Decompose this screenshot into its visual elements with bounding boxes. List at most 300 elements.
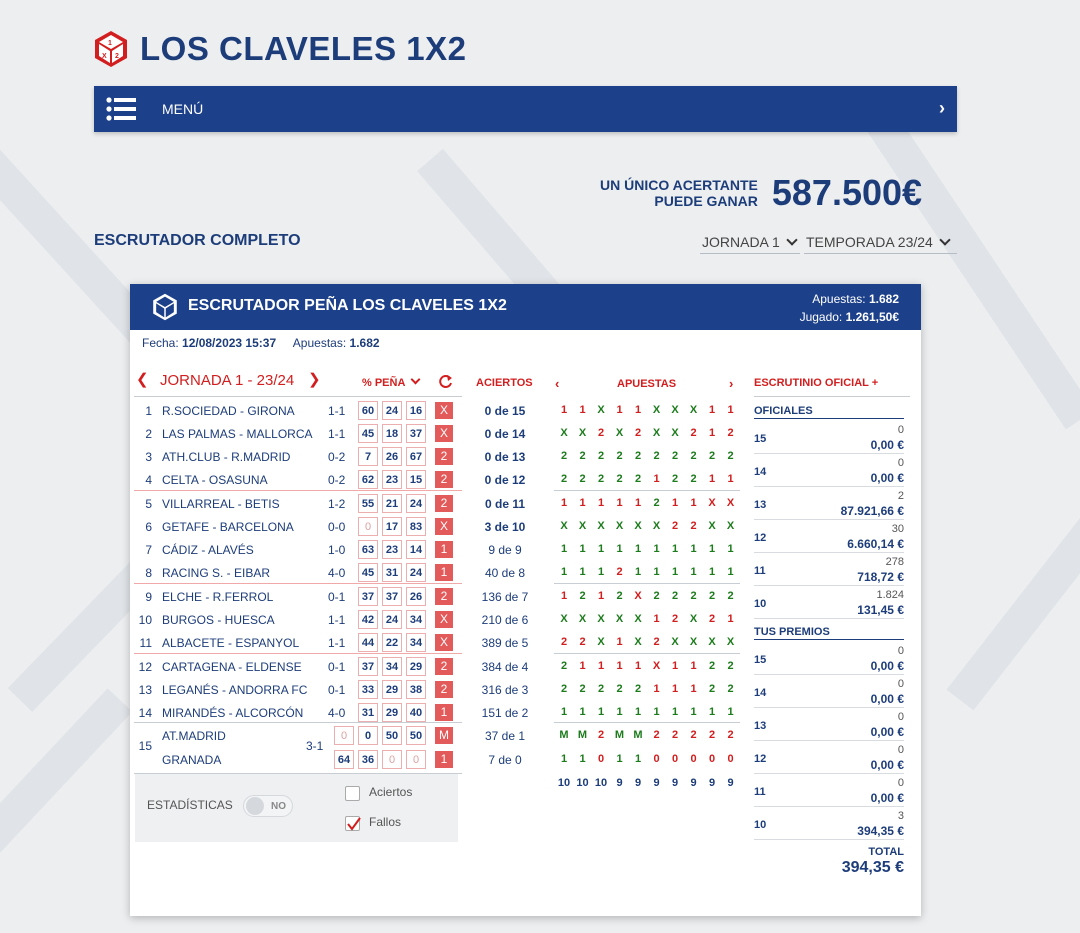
match-score: 1-1 [328, 404, 346, 418]
pct-cell: 67 [406, 447, 426, 466]
pct-cell: 0 [406, 750, 426, 769]
bet-total: 9 [708, 777, 716, 789]
bet-cell: 2 [597, 450, 605, 462]
bet-cell: 2 [597, 729, 605, 741]
pct-cell: 24 [406, 563, 426, 582]
pct-cell: 37 [382, 587, 402, 606]
temporada-select[interactable] [804, 232, 957, 254]
pct-cell: 31 [382, 563, 402, 582]
pct-cell: 36 [358, 750, 378, 769]
aciertos-cell: 384 de 4 [481, 660, 529, 674]
match-row [130, 468, 460, 491]
bet-cell: 1 [671, 683, 679, 695]
escrutinio-count: 0 [897, 711, 904, 723]
bet-cell: 1 [727, 473, 734, 485]
escrutinio-amount: 0,00 € [870, 659, 904, 673]
escrutinio-amount: 0,00 € [870, 692, 904, 706]
bet-cell: 2 [616, 473, 623, 485]
aciertos-cell: 151 de 2 [481, 706, 529, 720]
match-number: 7 [145, 543, 152, 557]
toggle-label: NO [271, 801, 286, 812]
pct-header[interactable] [362, 377, 419, 389]
bet-cell: 1 [616, 660, 623, 672]
escrutinio-category: 15 [754, 433, 767, 445]
bet-cell: 0 [727, 753, 734, 765]
bet-cell: 1 [634, 543, 642, 555]
brand[interactable] [94, 30, 466, 68]
escrutinio-count: 0 [897, 645, 904, 657]
bet-cell: X [689, 404, 698, 416]
match-row [130, 678, 460, 701]
bet-cell: 1 [560, 404, 568, 416]
escrutinio-count: 278 [885, 556, 904, 568]
bet-cell: 0 [690, 753, 697, 765]
card-header [130, 284, 921, 330]
pleno-number: 15 [138, 739, 152, 753]
divider [554, 653, 740, 654]
bet-cell: 1 [579, 566, 586, 578]
bet-cell: 2 [690, 473, 697, 485]
bet-cell: 1 [671, 543, 679, 555]
aciertos-cell: 3 de 10 [484, 520, 526, 534]
escrutinio-row [754, 520, 904, 553]
escrutinio-row [754, 807, 904, 840]
bet-total: 9 [671, 777, 679, 789]
bet-cell: 0 [708, 753, 716, 765]
card-meta [142, 336, 394, 350]
divider [134, 490, 462, 491]
pct-cell: 45 [358, 424, 378, 443]
pct-cell: 45 [358, 563, 378, 582]
bet-cell: 1 [634, 497, 642, 509]
result-badge: 1 [435, 564, 453, 581]
match-score: 4-0 [328, 566, 346, 580]
match-teams: MIRANDÉS - ALCORCÓN [162, 706, 304, 720]
bet-cell: 2 [653, 636, 660, 648]
match-number: 3 [145, 450, 152, 464]
divider [134, 396, 462, 397]
escrutinio-category: 13 [754, 720, 767, 732]
match-row [130, 492, 460, 515]
bet-cell: X [652, 660, 661, 672]
bet-cell: 2 [708, 450, 716, 462]
bet-cell: 1 [653, 566, 660, 578]
bet-cell: 1 [560, 753, 568, 765]
bet-cell: 2 [727, 729, 734, 741]
aciertos-cell: 0 de 13 [484, 450, 526, 464]
pct-cell: 22 [382, 633, 402, 652]
match-teams: ALBACETE - ESPANYOL [162, 636, 300, 650]
divider [134, 653, 462, 654]
pct-cell: 62 [358, 470, 378, 489]
result-badge: 2 [435, 448, 453, 465]
escrutinio-category: 12 [754, 532, 767, 544]
pct-cell: 37 [406, 424, 426, 443]
match-teams: CELTA - OSASUNA [162, 473, 268, 487]
escrutinio-category: 13 [754, 499, 767, 511]
bet-cell: X [726, 520, 735, 532]
match-teams: CÁDIZ - ALAVÉS [162, 543, 254, 557]
bet-cell: X [615, 613, 624, 625]
aciertos-cell: 9 de 9 [488, 543, 522, 557]
chevron-right-icon[interactable]: › [939, 98, 945, 118]
match-row [130, 399, 460, 422]
match-row [130, 608, 460, 631]
bet-cell: 1 [579, 706, 586, 718]
escrutinio-count: 3 [897, 810, 904, 822]
aciertos-cell: 210 de 6 [481, 613, 529, 627]
match-number: 14 [138, 706, 152, 720]
escrutinio-category: 14 [754, 687, 767, 699]
bet-cell: X [634, 590, 642, 602]
escrutinio-count: 0 [897, 777, 904, 789]
bet-cell: 2 [579, 473, 586, 485]
bet-cell: 1 [653, 706, 660, 718]
total-value: 394,35 € [841, 859, 904, 876]
escrutinio-amount: 718,72 € [857, 570, 904, 584]
escrutinio-row [754, 421, 904, 454]
stats-box [135, 774, 458, 842]
bet-cell: 1 [708, 473, 716, 485]
bet-cell: 1 [579, 543, 586, 555]
bet-cell: X [615, 520, 624, 532]
bet-cell: 1 [671, 497, 679, 509]
pct-cell: 26 [382, 447, 402, 466]
bet-cell: 1 [708, 427, 716, 439]
escrutinio-count: 2 [897, 490, 904, 502]
escrutinio-count: 0 [897, 457, 904, 469]
bet-cell: 1 [634, 566, 642, 578]
refresh-icon[interactable] [438, 374, 453, 389]
jornada-select[interactable] [700, 232, 800, 254]
escrutinio-category: 14 [754, 466, 767, 478]
bet-cell: 2 [560, 636, 568, 648]
bet-cell: 1 [560, 543, 568, 555]
bet-cell: 2 [579, 450, 586, 462]
fecha-label: Fecha: [142, 336, 179, 350]
next-jornada-button[interactable]: ❯ [308, 371, 321, 388]
pct-cell: 7 [358, 447, 378, 466]
match-row [130, 701, 460, 724]
match-score: 0-1 [328, 683, 346, 697]
bet-cell: 2 [727, 660, 734, 672]
escrutinio-category: 10 [754, 598, 767, 610]
aciertos-checkbox[interactable] [345, 786, 360, 801]
bet-cell: 1 [597, 590, 605, 602]
pct-cell: 37 [358, 657, 378, 676]
bet-cell: 2 [579, 636, 586, 648]
bet-total: 10 [576, 777, 589, 789]
pct-cell: 23 [382, 470, 402, 489]
bet-cell: M [633, 729, 643, 741]
bet-cell: X [560, 613, 568, 625]
escrutinio-amount: 0,00 € [870, 725, 904, 739]
result-badge: 2 [435, 658, 453, 675]
escrutinio-category: 10 [754, 819, 767, 831]
result-badge: 1 [435, 541, 453, 558]
escrutinio-amount: 87.921,66 € [840, 504, 904, 518]
bet-cell: X [652, 520, 661, 532]
bet-cell: X [671, 427, 679, 439]
bet-cell: 1 [690, 683, 697, 695]
bet-cell: 2 [597, 473, 605, 485]
escrutinio-row [754, 708, 904, 741]
pct-cell: 24 [382, 610, 402, 629]
menu-icon [106, 96, 138, 122]
bet-cell: X [708, 497, 716, 509]
bet-cell: 2 [597, 683, 605, 695]
bet-cell: 2 [653, 729, 660, 741]
match-number: 12 [138, 660, 152, 674]
match-score: 1-0 [328, 543, 346, 557]
bet-cell: 2 [690, 427, 697, 439]
match-score: 0-2 [328, 473, 346, 487]
bet-cell: X [726, 636, 735, 648]
bet-total: 9 [616, 777, 623, 789]
menu-label: MENÚ [162, 101, 204, 117]
bet-cell: 1 [727, 566, 734, 578]
match-number: 2 [145, 427, 152, 441]
bet-total: 10 [557, 777, 571, 789]
chevron-down-icon [411, 375, 421, 385]
menu-bar[interactable] [94, 86, 957, 132]
bet-cell: 2 [727, 427, 734, 439]
bet-cell: 2 [671, 450, 679, 462]
bet-cell: 2 [634, 450, 642, 462]
escrutinio-row [754, 774, 904, 807]
pct-cell: 0 [334, 726, 354, 745]
pct-cell: 42 [358, 610, 378, 629]
match-teams: R.SOCIEDAD - GIRONA [162, 404, 295, 418]
escrutinio-row [754, 675, 904, 708]
escrutinio-category: 15 [754, 654, 767, 666]
match-number: 6 [145, 520, 152, 534]
fallos-checkbox-label: Fallos [369, 815, 402, 829]
bet-cell: 1 [616, 753, 623, 765]
bet-cell: 0 [653, 753, 660, 765]
pct-cell: 17 [382, 517, 402, 536]
escrutinio-row [754, 454, 904, 487]
bet-cell: 1 [579, 660, 586, 672]
match-number: 4 [145, 473, 152, 487]
fecha-value: 12/08/2023 15:37 [182, 336, 277, 350]
next-apuestas-button[interactable]: › [729, 376, 734, 391]
bet-cell: X [726, 497, 735, 509]
fallos-checkbox[interactable] [345, 816, 360, 831]
aciertos-cell: 0 de 12 [484, 473, 526, 487]
pct-cell: 34 [382, 657, 402, 676]
bet-cell: 2 [579, 590, 586, 602]
divider [134, 583, 462, 584]
result-badge: 1 [435, 704, 453, 721]
escrutinio-row [754, 741, 904, 774]
bet-cell: 1 [560, 706, 568, 718]
aciertos-cell: 40 de 8 [484, 566, 526, 580]
result-badge: X [435, 402, 453, 419]
bet-cell: 0 [597, 753, 605, 765]
bet-cell: 2 [616, 683, 623, 695]
bet-cell: X [578, 520, 587, 532]
prev-apuestas-button[interactable]: ‹ [555, 376, 560, 391]
match-score: 0-1 [328, 590, 346, 604]
apuestas-value: 1.682 [868, 292, 899, 306]
bet-cell: 1 [560, 497, 568, 509]
escrutinio-count: 30 [891, 523, 904, 535]
match-score: 4-0 [328, 706, 346, 720]
match-number: 9 [145, 590, 152, 604]
divider [554, 722, 740, 723]
pct-cell: 0 [382, 750, 402, 769]
pct-cell: 40 [406, 703, 426, 722]
chevron-down-icon [939, 234, 950, 245]
prev-jornada-button[interactable]: ❮ [136, 371, 149, 388]
bet-cell: 2 [690, 520, 697, 532]
bet-cell: 1 [727, 543, 734, 555]
escrutinio-row [754, 586, 904, 619]
total-label: TOTAL [868, 846, 904, 858]
bet-total: 9 [653, 777, 660, 789]
svg-text:1: 1 [108, 40, 112, 47]
toggle-knob [246, 797, 264, 815]
divider [754, 639, 904, 640]
result-badge: 2 [435, 681, 453, 698]
bet-cell: 1 [597, 660, 605, 672]
bet-cell: 2 [727, 683, 734, 695]
svg-text:2: 2 [115, 53, 119, 60]
pct-cell: 0 [358, 517, 378, 536]
match-row [130, 515, 460, 538]
stats-toggle[interactable] [243, 795, 293, 817]
bet-cell: X [634, 520, 642, 532]
bet-cell: 2 [597, 427, 605, 439]
escrutinio-row [754, 642, 904, 675]
match-teams: LEGANÉS - ANDORRA FC [162, 683, 308, 697]
bet-cell: 2 [671, 590, 679, 602]
match-teams: ELCHE - R.FERROL [162, 590, 274, 604]
escrutinio-amount: 131,45 € [857, 603, 904, 617]
escrutinio-header[interactable]: ESCRUTINIO OFICIAL + [754, 377, 879, 389]
match-teams: GETAFE - BARCELONA [162, 520, 294, 534]
prize-banner [600, 172, 922, 214]
bet-cell: X [615, 427, 624, 439]
pct-cell: 16 [406, 401, 426, 420]
bet-cell: 2 [708, 729, 716, 741]
bet-cell: 2 [653, 590, 660, 602]
bet-cell: 1 [690, 497, 697, 509]
result-badge: 2 [435, 495, 453, 512]
match-teams: RACING S. - EIBAR [162, 566, 271, 580]
pct-cell: 50 [406, 726, 426, 745]
escrutinio-count: 0 [897, 424, 904, 436]
bet-cell: 2 [727, 590, 734, 602]
chevron-down-icon [786, 234, 797, 245]
divider [134, 722, 462, 723]
bet-cell: 1 [616, 497, 623, 509]
apuestas2-label: Apuestas: [292, 336, 347, 350]
pct-cell: 0 [358, 726, 378, 745]
result-badge: X [435, 425, 453, 442]
match-teams: CARTAGENA - ELDENSE [162, 660, 302, 674]
pct-cell: 37 [358, 587, 378, 606]
bet-cell: X [560, 427, 568, 439]
bet-cell: 2 [560, 683, 568, 695]
bet-cell: X [560, 520, 568, 532]
bet-cell: 1 [653, 683, 660, 695]
bet-cell: X [708, 520, 716, 532]
match-score: 1-1 [328, 636, 346, 650]
pct-cell: 18 [382, 424, 402, 443]
bet-cell: 2 [560, 473, 568, 485]
bet-cell: X [597, 520, 605, 532]
pleno-score: 3-1 [306, 739, 324, 753]
match-score: 0-1 [328, 660, 346, 674]
match-score: 1-1 [328, 427, 346, 441]
pct-cell: 31 [358, 703, 378, 722]
match-row [130, 585, 460, 608]
bet-cell: 1 [597, 706, 605, 718]
divider [554, 583, 740, 584]
pct-cell: 50 [382, 726, 402, 745]
bet-cell: 2 [708, 613, 716, 625]
bet-cell: 2 [560, 660, 568, 672]
bet-cell: M [614, 729, 625, 741]
bet-cell: 1 [671, 660, 679, 672]
bet-cell: 2 [579, 683, 586, 695]
bet-cell: X [597, 613, 605, 625]
match-row [130, 422, 460, 445]
bet-cell: 1 [634, 706, 642, 718]
pct-cell: 55 [358, 494, 378, 513]
escrutinio-amount: 6.660,14 € [847, 537, 904, 551]
section-title: ESCRUTADOR COMPLETO [94, 232, 301, 249]
bet-cell: 2 [708, 590, 716, 602]
pct-cell: 15 [406, 470, 426, 489]
bet-cell: X [708, 636, 716, 648]
aciertos-cell: 7 de 0 [488, 753, 522, 767]
bet-cell: 1 [560, 590, 568, 602]
escrutinio-count: 1.824 [876, 589, 904, 601]
bet-cell: 2 [671, 729, 679, 741]
pleno-away: GRANADA [162, 753, 222, 767]
escrutinio-category: 12 [754, 753, 767, 765]
pct-cell: 29 [382, 680, 402, 699]
bet-cell: 2 [653, 497, 660, 509]
escrutinio-amount: 394,35 € [857, 824, 904, 838]
match-teams: BURGOS - HUESCA [162, 613, 275, 627]
bet-cell: X [671, 636, 679, 648]
bet-cell: 1 [727, 404, 734, 416]
escrutinio-category: 11 [754, 786, 766, 798]
bet-cell: X [578, 613, 587, 625]
bet-cell: 1 [671, 566, 679, 578]
bet-cell: 1 [708, 566, 716, 578]
bet-cell: 1 [653, 543, 660, 555]
bet-cell: X [689, 636, 698, 648]
escrutinio-amount: 0,00 € [870, 438, 904, 452]
bet-cell: 2 [690, 450, 697, 462]
bet-cell: 1 [579, 497, 586, 509]
bet-cell: 1 [616, 543, 623, 555]
bet-cell: 1 [727, 613, 734, 625]
prize-line1: UN ÚNICO ACERTANTE [600, 177, 758, 193]
bet-cell: 1 [579, 404, 586, 416]
pct-cell: 23 [382, 540, 402, 559]
bet-cell: 1 [708, 706, 716, 718]
bet-cell: 1 [616, 404, 623, 416]
bet-cell: 1 [671, 706, 679, 718]
bet-cell: 1 [616, 706, 623, 718]
result-badge: X [435, 611, 453, 628]
